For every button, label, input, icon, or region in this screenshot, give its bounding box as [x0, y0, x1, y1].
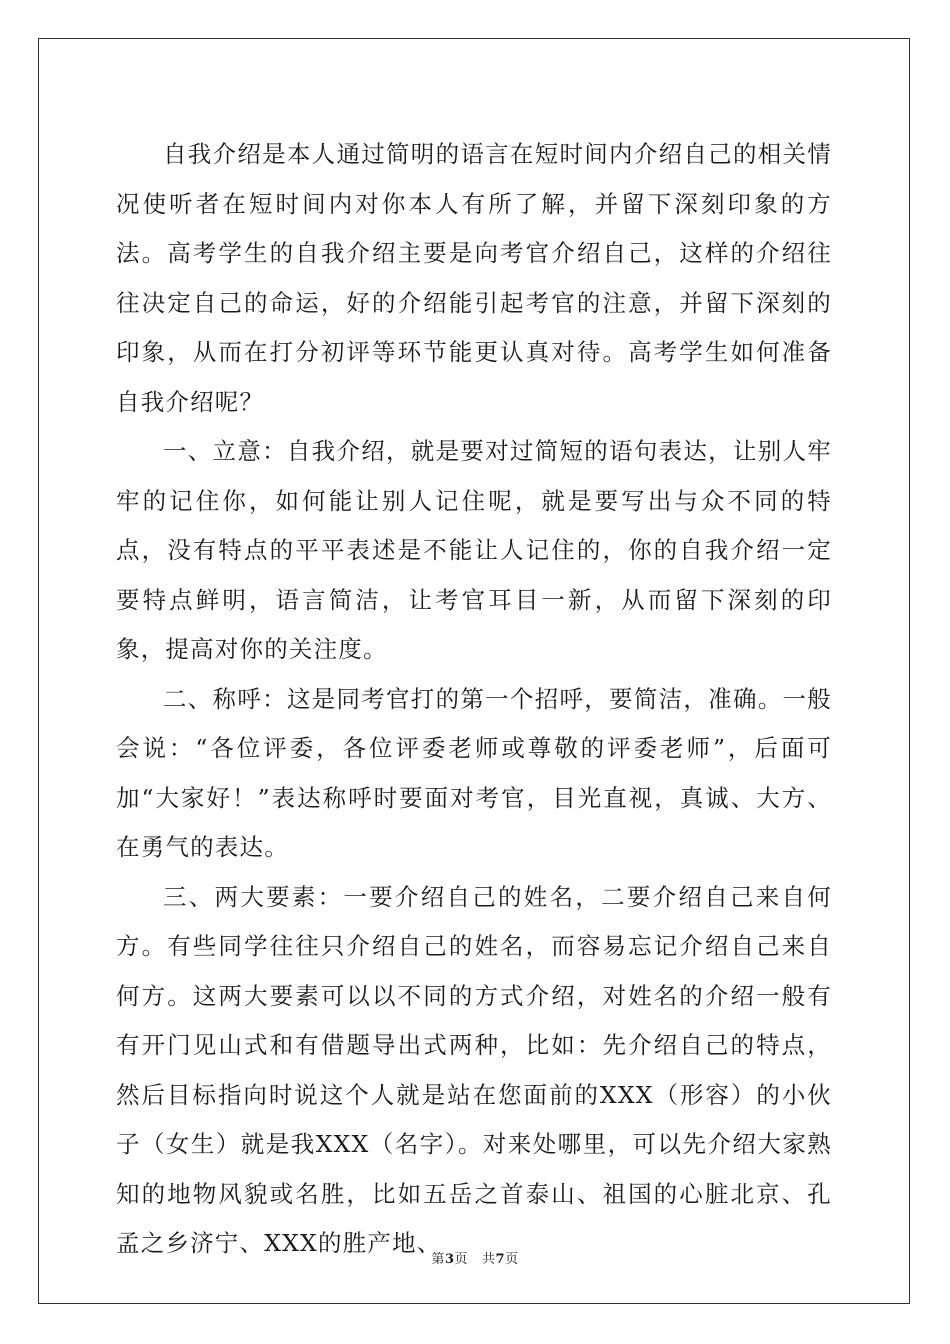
page-number-label: 第3页	[431, 1252, 468, 1267]
paragraph-section-2-greeting: 二、称呼：这是同考官打的第一个招呼，要简洁，准确。一般会说：“各位评委，各位评委老师或尊敬的评委老师”，后面可加“大家好！”表达称呼时要面对考官，目光直视，真诚、大方、在勇气的表达。	[116, 684, 832, 861]
page-footer	[0, 1248, 950, 1267]
paragraph-intro: 自我介绍是本人通过简明的语言在短时间内介绍自己的相关情况使听者在短时间内对你本人有所了解，并留下深刻印象的方法。高考学生的自我介绍主要是向考官介绍自己，这样的介绍往往决定自己的命运，好的介绍能引起考官的注意，并留下深刻的印象，从而在打分初评等环节能更认真对待。高考学生如何准备自我介绍呢？	[116, 140, 832, 416]
paragraph-section-1-intent: 一、立意：自我介绍，就是要对过简短的语句表达，让别人牢牢的记住你，如何能让别人记住呢，就是要写出与众不同的特点，没有特点的平平表述是不能让人记住的，你的自我介绍一定要特点鲜明，语言简洁，让考官耳目一新，从而留下深刻的印象，提高对你的关注度。	[116, 437, 832, 663]
document-body	[116, 130, 832, 1269]
page-total-label: 共7页	[482, 1252, 519, 1267]
paragraph-section-3-two-elements: 三、两大要素：一要介绍自己的姓名，二要介绍自己来自何方。有些同学往往只介绍自己的姓名，而容易忘记介绍自己来自何方。这两大要素可以以不同的方式介绍，对姓名的介绍一般有有开门见山式和有借题导出式两种，比如：先介绍自己的特点，然后目标指向时说这个人就是站在您面前的XXX（形容）的小伙子（女生）就是我XXX（名字）。对来处哪里，可以先介绍大家熟知的地物风貌或名胜，比如五岳之首泰山、祖国的心脏北京、孔孟之乡济宁、XXX的胜产地、	[116, 882, 832, 1257]
